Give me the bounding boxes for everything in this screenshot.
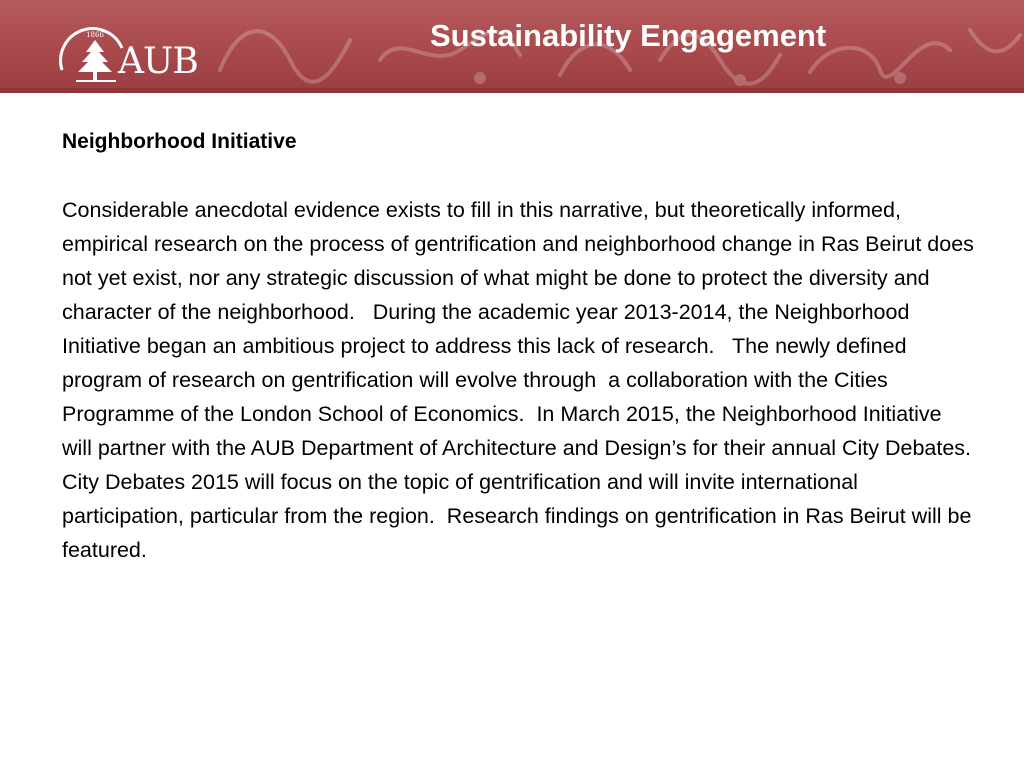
content-area: [62, 125, 983, 567]
slide-title: Sustainability Engagement: [430, 18, 827, 53]
logo-year: 1866: [86, 31, 104, 39]
cedar-emblem-icon: [56, 18, 126, 86]
section-heading: Neighborhood Initiative: [62, 130, 297, 153]
header-banner: [0, 0, 1024, 88]
logo-wordmark: AUB: [118, 41, 198, 82]
aub-logo: [56, 18, 206, 86]
header-divider: [0, 88, 1024, 93]
body-paragraph: Considerable anecdotal evidence exists to fill in this narrative, but theoretically informed, empirical research on the process of gentrification and neighborhood change in Ras Beirut does not yet exist, nor any strategic discussion of what might be done to protect the diversity and character of the neighborhood. During the academic year 2013-2014, the Neighborhood Initiative began an ambitious project to address this lack of research. The newly defined program of research on gentrification will evolve through a collaboration with the Cities Programme of the London School of Economics. In March 2015, the Neighborhood Initiative will partner with the AUB Department of Architecture and Design’s for their annual City Debates. City Debates 2015 will focus on the topic of gentrification and will invite international participation, particular from the region. Research findings on gentrification in Ras Beirut will be featured.: [62, 198, 983, 562]
